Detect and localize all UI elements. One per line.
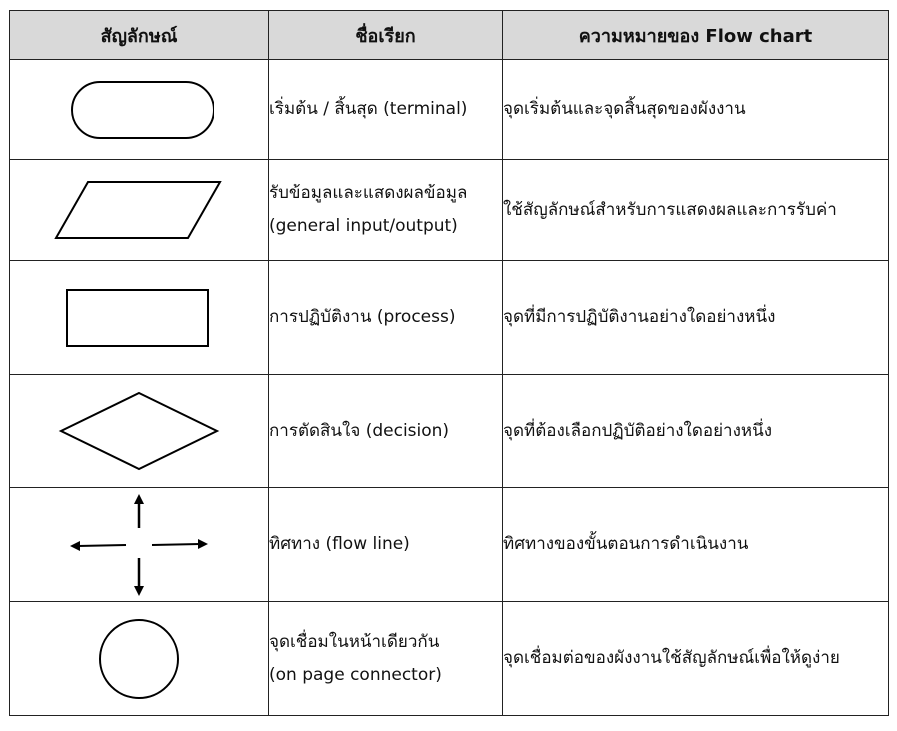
- meaning-cell: [503, 375, 889, 488]
- table-row: [10, 488, 889, 602]
- symbol-cell: [10, 160, 269, 261]
- symbol-cell: [10, 375, 269, 488]
- table-row: [10, 160, 889, 261]
- name-text: การตัดสินใจ (decision): [269, 420, 450, 441]
- meaning-text: จุดเชื่อมต่อของผังงานใช้สัญลักษณ์เพื่อให้ดูง่าย: [503, 648, 840, 668]
- parallelogram-icon: [54, 179, 224, 241]
- name-text: เริ่มต้น / สิ้นสุด (terminal): [269, 99, 468, 119]
- header-symbol: สัญลักษณ์: [10, 11, 269, 60]
- header-row: [10, 11, 889, 60]
- name-text: (on page connector): [269, 664, 442, 685]
- symbol-cell: [10, 261, 269, 375]
- meaning-text: จุดเริ่มต้นและจุดสิ้นสุดของผังงาน: [503, 99, 746, 119]
- name-cell: [269, 602, 503, 716]
- name-cell: [269, 261, 503, 375]
- meaning-cell: [503, 160, 889, 261]
- meaning-cell: [503, 602, 889, 716]
- table-row: [10, 375, 889, 488]
- name-cell: [269, 60, 503, 160]
- rectangle-icon: [64, 287, 214, 349]
- symbol-cell: [10, 60, 269, 160]
- name-cell: [269, 488, 503, 602]
- meaning-cell: [503, 261, 889, 375]
- header-meaning: ความหมายของ Flow chart: [503, 11, 889, 60]
- header-name: ชื่อเรียก: [269, 11, 503, 60]
- meaning-cell: [503, 60, 889, 160]
- name-text: รับข้อมูลและแสดงผลข้อมูล: [269, 183, 468, 203]
- name-text: (general input/output): [269, 216, 458, 236]
- circle-connector-icon: [97, 617, 181, 701]
- table-row: [10, 261, 889, 375]
- name-text: ทิศทาง (flow line): [269, 534, 410, 554]
- symbol-cell: [10, 488, 269, 602]
- meaning-text: ใช้สัญลักษณ์สำหรับการแสดงผลและการรับค่า: [503, 199, 837, 220]
- four-arrows-icon: [64, 492, 214, 598]
- meaning-text: จุดที่มีการปฏิบัติงานอย่างใดอย่างหนึ่ง: [503, 307, 776, 327]
- symbol-cell: [10, 602, 269, 716]
- name-cell: [269, 375, 503, 488]
- table-row: [10, 602, 889, 716]
- meaning-cell: [503, 488, 889, 602]
- table-row: [10, 60, 889, 160]
- name-text: การปฏิบัติงาน (process): [269, 307, 456, 327]
- name-text: จุดเชื่อมในหน้าเดียวกัน: [269, 631, 440, 652]
- meaning-text: ทิศทางของขั้นตอนการดำเนินงาน: [503, 534, 749, 554]
- diamond-icon: [58, 390, 220, 472]
- flowchart-symbols-table: [9, 10, 889, 716]
- name-cell: [269, 160, 503, 261]
- meaning-text: จุดที่ต้องเลือกปฏิบัติอย่างใดอย่างหนึ่ง: [503, 420, 773, 441]
- terminal-oval-icon: [64, 78, 214, 142]
